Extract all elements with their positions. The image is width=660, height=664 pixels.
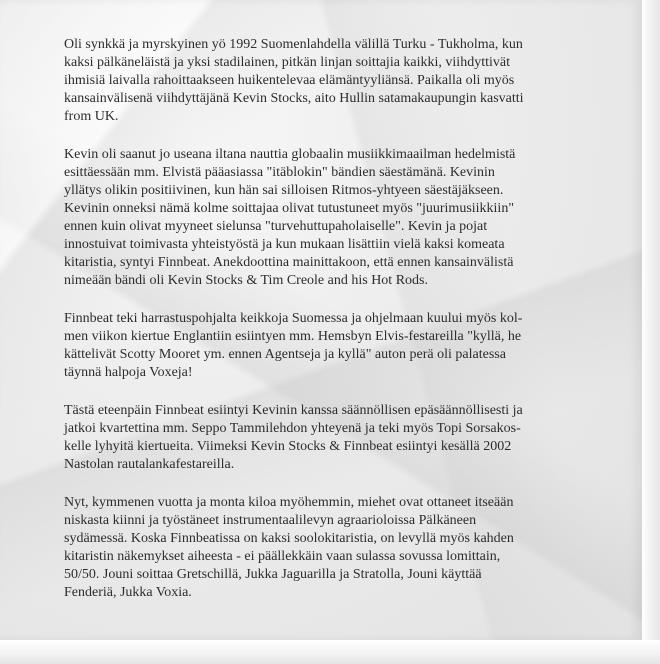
text-line: from UK. [64,109,119,124]
text-line: täynnä halpoja Voxeja! [64,365,193,380]
text-line: Kevinin onneksi nämä kolme soittajaa olivat tutustuneet myös "juurimusiikkiin" [64,201,515,216]
body-text [64,36,604,622]
text-line: sydämessä. Koska Finnbeatissa on kaksi soolokitaristia, on levyllä myös kahden [64,531,514,546]
paragraph-5 [64,494,604,602]
paragraph-3 [64,310,604,382]
text-line: Finnbeat teki harrastuspohjalta keikkoja Suomessa ja ohjelmaan kuului myös kol- [64,311,523,326]
paper-edge-bottom [0,640,660,664]
text-line: 50/50. Jouni soittaa Gretschillä, Jukka Jaguarilla ja Stratolla, Jouni käyttää [64,567,482,582]
paragraph-4 [64,402,604,474]
text-line: Kevin oli saanut jo useana iltana nauttia globaalin musiikkimaailman hedelmistä [64,147,516,162]
text-line: innostuivat toimivasta yhteistyöstä ja kun mukaan lisättiin vielä kaksi komeata [64,237,505,252]
text-line: ihmisiä laivalla rahoittaakseen huikentelevaa elämäntyyliänsä. Paikalla oli myös [64,73,515,88]
text-line: kitaristin näkemykset aiheesta - ei päällekkäin vaan sulassa sovussa lomittain, [64,549,501,564]
paragraph-1 [64,36,604,126]
text-line: Fenderiä, Jukka Voxia. [64,585,192,600]
text-line: kansainvälisenä viihdyttäjänä Kevin Stocks, aito Hullin satamakaupungin kasvatti [64,91,524,106]
text-line: esittäessään mm. Elvistä pääasiassa "itäblokin" bändien säestämänä. Kevinin [64,165,495,180]
text-line: kaksi pälkäneläistä ja yksi stadilainen, pitkän linjan soittajia kaikki, viihdyttivät [64,55,510,70]
text-line: kättelivät Scotty Mooret ym. ennen Agentseja ja kyllä" auton perä oli palatessa [64,347,506,362]
text-line: men viikon kiertue Englantiin esiintyen mm. Hemsbyn Elvis-festareilla "kyllä, he [64,329,522,344]
text-line: kelle lyhyitä kiertueita. Viimeksi Kevin Stocks & Finnbeat esiintyi kesällä 2002 [64,439,512,454]
text-line: Tästä eteenpäin Finnbeat esiintyi Kevinin kanssa säännöllisen epäsäännöllisesti ja [64,403,523,418]
paragraph-2 [64,146,604,290]
text-line: nimeään bändi oli Kevin Stocks & Tim Creole and his Hot Rods. [64,273,428,288]
text-line: Nyt, kymmenen vuotta ja monta kiloa myöhemmin, miehet ovat ottaneet itseään [64,495,514,510]
paper-edge-right [642,0,660,664]
text-line: jatkoi kvartettina mm. Seppo Tammilehdon yhteyenä ja teki myös Topi Sorsakos- [64,421,521,436]
text-line: kitaristia, syntyi Finnbeat. Anekdoottina mainittakoon, että ennen kansainvälistä [64,255,514,270]
text-line: niskasta kiinni ja työstäneet instrumentaalilevyn agraarioloissa Pälkäneen [64,513,477,528]
text-line: ennen kuin olivat myyneet sielunsa "turvehuttupaholaiselle". Kevin ja pojat [64,219,488,234]
text-line: Oli synkkä ja myrskyinen yö 1992 Suomenlahdella välillä Turku - Tukholma, kun [64,37,523,52]
text-line: yllätys olikin positiivinen, kun hän sai silloisen Ritmos-yhtyeen säestäjäkseen. [64,183,504,198]
text-line: Nastolan rautalankafestareilla. [64,457,235,472]
